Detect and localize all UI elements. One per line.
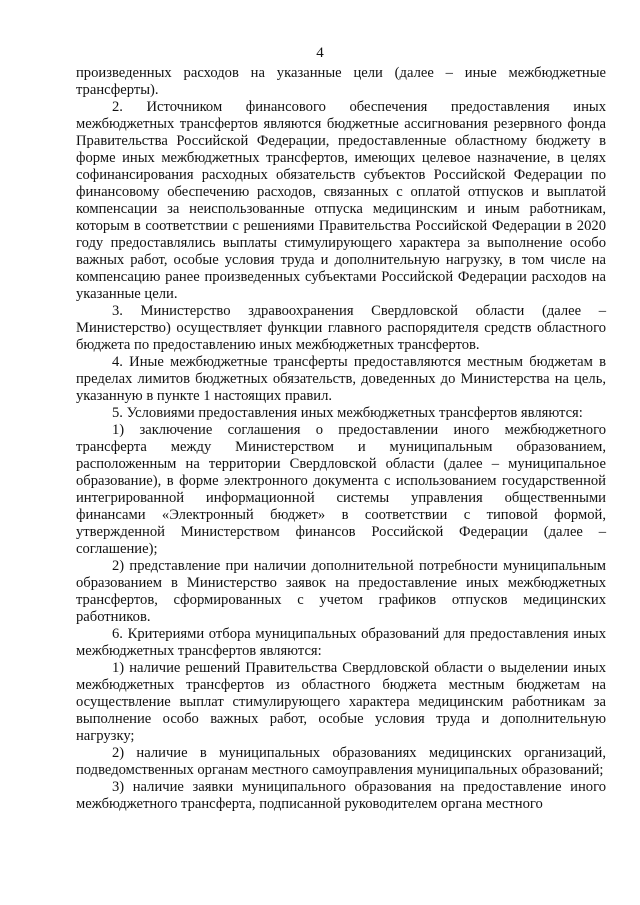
paragraph-2: 2. Источником финансового обеспечения предоставления иных межбюджетных трансфертов являются бюджетные ассигнования резервного фонда Правительства Российской Федерации, предоставленные областному бюджету в форме иных межбюджетных трансфертов, имеющих целевое назначение, в целях софинансирования расходных обязательств субъектов Российской Федерации по финансовому обеспечению расходов, связанных с оплатой отпусков и выплатой компенсации за неиспользованные отпуска медицинским и иным работникам, которым в соответствии с решениями Правительства Российской Федерации в 2020 году предоставлялись выплаты стимулирующего характера за выполнение особо важных работ, особые условия труда и дополнительную нагрузку, в том числе на компенсацию ранее произведенных субъектами Российской Федерации расходов на указанные цели.: [76, 99, 606, 302]
document-body: [76, 65, 606, 813]
paragraph-4: 4. Иные межбюджетные трансферты предоставляются местным бюджетам в пределах лимитов бюджетных обязательств, доведенных до Министерства на цель, указанную в пункте 1 настоящих правил.: [76, 354, 606, 404]
paragraph-3: 3. Министерство здравоохранения Свердловской области (далее – Министерство) осуществляет функции главного распорядителя средств областного бюджета по предоставлению иных межбюджетных трансфертов.: [76, 303, 606, 353]
page-number: 4: [316, 45, 324, 61]
paragraph-5-2: 2) представление при наличии дополнительной потребности муниципальным образованием в Министерство заявок на предоставление иных межбюджетных трансфертов, сформированных с учетом графиков отпусков медицинских работников.: [76, 558, 606, 625]
paragraph-5-1: 1) заключение соглашения о предоставлении иного межбюджетного трансферта между Министерством и муниципальным образованием, расположенным на территории Свердловской области (далее – муниципальное образование), в форме электронного документа с использованием государственной интегрированной информационной системы управления общественными финансами «Электронный бюджет» в соответствии с типовой формой, утвержденной Министерством финансов Российской Федерации (далее – соглашение);: [76, 422, 606, 557]
paragraph-5: 5. Условиями предоставления иных межбюджетных трансфертов являются:: [112, 405, 583, 421]
paragraph-continuation: произведенных расходов на указанные цели (далее – иные межбюджетные трансферты).: [76, 65, 606, 98]
paragraph-6: 6. Критериями отбора муниципальных образований для предоставления иных межбюджетных трансфертов являются:: [76, 626, 606, 659]
paragraph-6-3: 3) наличие заявки муниципального образования на предоставление иного межбюджетного трансферта, подписанной руководителем органа местного: [76, 779, 606, 812]
paragraph-6-1: 1) наличие решений Правительства Свердловской области о выделении иных межбюджетных трансфертов из областного бюджета местным бюджетам на осуществление выплат стимулирующего характера медицинским работникам за выполнение особо важных работ, особые условия труда и дополнительную нагрузку;: [76, 660, 606, 744]
paragraph-6-2: 2) наличие в муниципальных образованиях медицинских организаций, подведомственных органам местного самоуправления муниципальных образований;: [76, 745, 606, 778]
